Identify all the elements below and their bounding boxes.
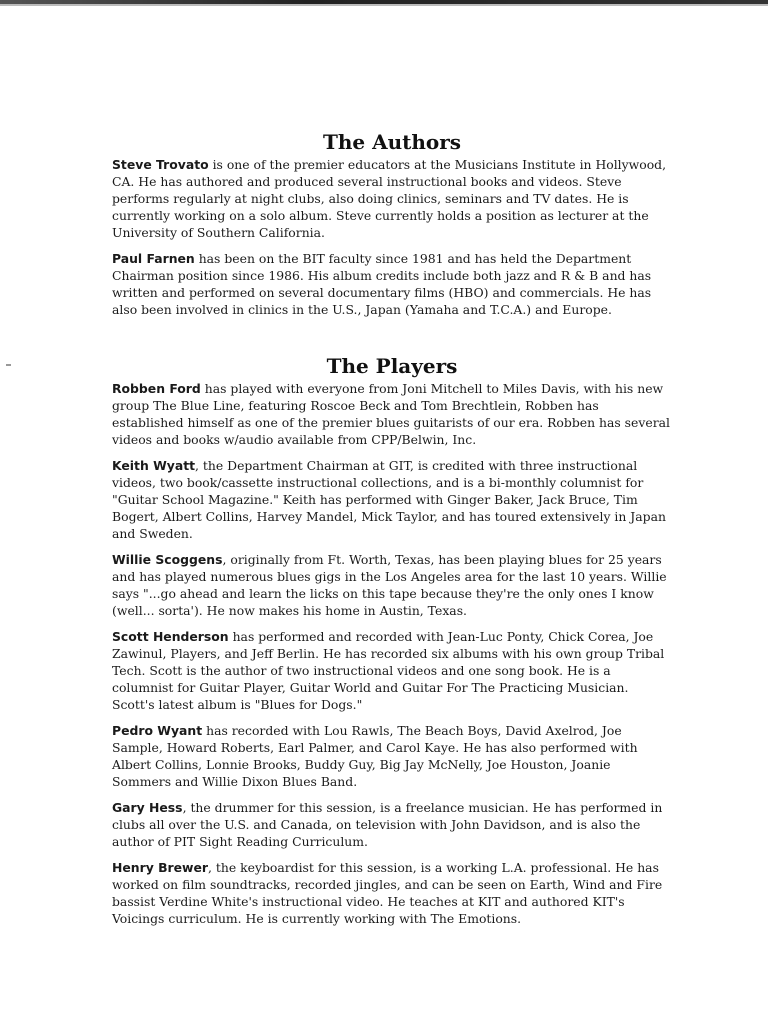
authors-heading: The Authors: [322, 130, 462, 154]
scan-speck: [6, 364, 11, 366]
player-name: Robben Ford: [112, 381, 201, 396]
author-name: Steve Trovato: [112, 157, 209, 172]
author-bio: has been on the BIT faculty since 1981 and has held the Department Chairman position since 1986. His album credits include both jazz and R & B and has written and performed on several documentary films (HBO) and commercials. He has also been involved in clinics in the U.S., Japan (Yamaha and T.C.A.) and Europe.: [112, 251, 652, 317]
player-bio: has played with everyone from Joni Mitchell to Miles Davis, with his new group The Blue Line, featuring Roscoe Beck and Tom Brechtlein, Robben has established himself as one of the premier blues guitarists of our era. Robben has several videos and books w/audio available from CPP/Belwin, Inc.: [112, 381, 670, 447]
player-entry-gary-hess: [112, 799, 672, 850]
player-bio: , the keyboardist for this session, is a working L.A. professional. He has worked on film soundtracks, recorded jingles, and can be seen on Earth, Wind and Fire bassist Verdine White's instructional video. He teaches at KIT and authored KIT's Voicings curriculum. He is currently working with The Emotions.: [112, 860, 663, 926]
author-entry-paul-farnen: [112, 250, 672, 318]
player-name: Gary Hess: [112, 800, 183, 815]
players-heading: The Players: [326, 354, 458, 378]
player-bio: has performed and recorded with Jean-Luc Ponty, Chick Corea, Joe Zawinul, Players, and Jeff Berlin. He has recorded six albums with his own group Tribal Tech. Scott is the author of two instructional videos and one song book. He is a columnist for Guitar Player, Guitar World and Guitar For The Practicing Musician. Scott's latest album is "Blues for Dogs.": [112, 629, 665, 712]
player-name: Willie Scoggens: [112, 552, 223, 567]
author-entry-steve-trovato: [112, 156, 672, 241]
document-page: [112, 128, 672, 936]
player-entry-scott-henderson: [112, 628, 672, 713]
author-name: Paul Farnen: [112, 251, 195, 266]
player-name: Pedro Wyant: [112, 723, 203, 738]
player-entry-robben-ford: [112, 380, 672, 448]
player-bio: , originally from Ft. Worth, Texas, has been playing blues for 25 years and has played numerous blues gigs in the Los Angeles area for the last 10 years. Willie says "...go ahead and learn the licks on this tape because they're the only ones I know (well... sorta'). He now makes his home in Austin, Texas.: [112, 552, 667, 618]
player-entry-pedro-wyant: [112, 722, 672, 790]
player-name: Henry Brewer: [112, 860, 209, 875]
player-entry-keith-wyatt: [112, 457, 672, 542]
scan-top-edge-shadow: [0, 4, 768, 6]
author-bio: is one of the premier educators at the Musicians Institute in Hollywood, CA. He has authored and produced several instructional books and videos. Steve performs regularly at night clubs, also doing clinics, seminars and TV dates. He is currently working on a solo album. Steve currently holds a position as lecturer at the University of Southern California.: [112, 157, 667, 240]
player-entry-willie-scoggens: [112, 551, 672, 619]
player-name: Keith Wyatt: [112, 458, 196, 473]
player-bio: , the Department Chairman at GIT, is credited with three instructional videos, two book/cassette instructional collections, and is a bi-monthly columnist for "Guitar School Magazine." Keith has performed with Ginger Baker, Jack Bruce, Tim Bogert, Albert Collins, Harvey Mandel, Mick Taylor, and has toured extensively in Japan and Sweden.: [112, 458, 666, 541]
player-name: Scott Henderson: [112, 629, 229, 644]
player-bio: has recorded with Lou Rawls, The Beach Boys, David Axelrod, Joe Sample, Howard Roberts, Earl Palmer, and Carol Kaye. He has also performed with Albert Collins, Lonnie Brooks, Buddy Guy, Big Jay McNelly, Joe Houston, Joanie Sommers and Willie Dixon Blues Band.: [112, 723, 638, 789]
player-bio: , the drummer for this session, is a freelance musician. He has performed in clubs all over the U.S. and Canada, on television with John Davidson, and is also the author of PIT Sight Reading Curriculum.: [112, 800, 663, 849]
player-entry-henry-brewer: [112, 859, 672, 927]
authors-section: [112, 128, 672, 318]
players-section: [112, 352, 672, 927]
